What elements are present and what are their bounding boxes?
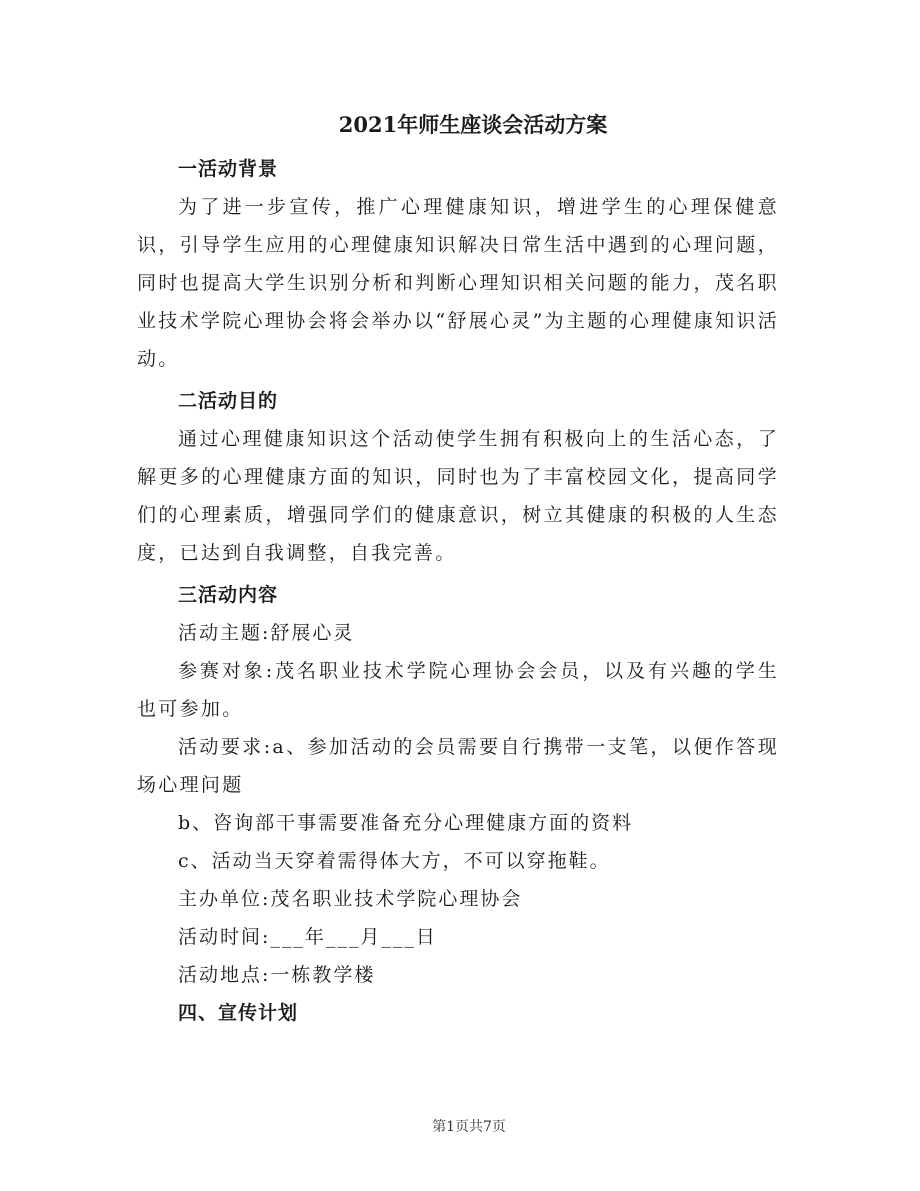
document-body [137,150,779,1032]
activity-theme: 活动主题:舒展心灵 [178,622,355,644]
document-title: 2021年师生座谈会活动方案 [338,112,608,137]
activity-requirement-b: b、咨询部干事需要准备充分心理健康方面的资料 [178,812,634,834]
section-heading-purpose: 二活动目的 [178,390,279,412]
background-paragraph: 为了进一步宣传，推广心理健康知识，增进学生的心理保健意识，引导学生应用的心理健康知识解决日常生活中遇到的心理问题，同时也提高大学生识别分析和判断心理知识相关问题的能力，茂名职业技术学院心理协会将会举办以“舒展心灵”为主题的心理健康知识活动。 [137,196,779,370]
activity-requirement-a: 活动要求:a、参加活动的会员需要自行携带一支笔，以便作答现场心理问题 [137,736,779,796]
activity-location: 活动地点:一栋教学楼 [178,964,376,986]
activity-participants: 参赛对象:茂名职业技术学院心理协会会员，以及有兴趣的学生也可参加。 [137,660,779,720]
section-heading-publicity: 四、宣传计划 [178,1002,299,1024]
purpose-paragraph: 通过心理健康知识这个活动使学生拥有积极向上的生活心态，了解更多的心理健康方面的知识，同时也为了丰富校园文化，提高同学们的心理素质，增强同学们的健康意识，树立其健康的积极的人生态度，已达到自我调整，自我完善。 [137,428,779,564]
section-heading-content: 三活动内容 [178,584,279,606]
activity-time: 活动时间:___年___月___日 [178,926,437,948]
page-indicator: 第1页共7页 [432,1119,506,1135]
activity-organizer: 主办单位:茂名职业技术学院心理协会 [178,888,523,910]
section-heading-background: 一活动背景 [178,158,279,180]
activity-requirement-c: c、活动当天穿着需得体大方，不可以穿拖鞋。 [178,850,611,872]
